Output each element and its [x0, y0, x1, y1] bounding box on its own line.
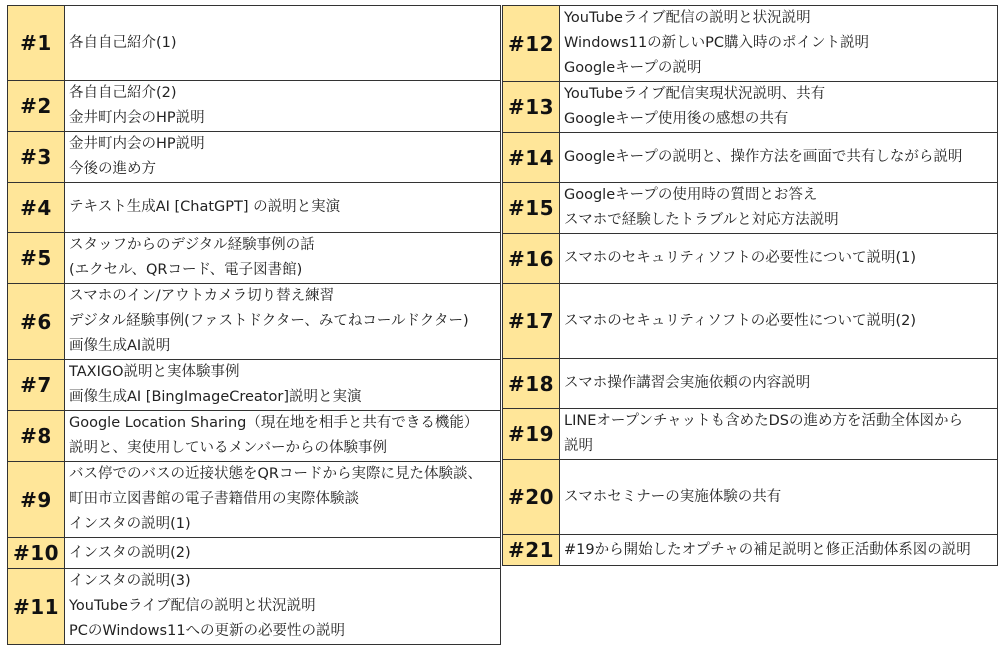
session-description	[560, 535, 998, 566]
description-line: 町田市立図書館の電子書籍借用の実際体験談	[69, 491, 359, 507]
description-line: バス停でのバスの近接状態をQRコードから実際に見た体験談、	[69, 466, 482, 482]
session-row	[8, 569, 501, 645]
session-description	[65, 462, 501, 538]
session-number: #5	[8, 233, 65, 284]
session-row	[8, 233, 501, 284]
description-line: Googleキープの説明と、操作方法を画面で共有しながら説明	[564, 149, 963, 165]
session-description	[560, 460, 998, 535]
description-line: 説明と、実使用しているメンバーからの体験事例	[69, 440, 387, 456]
description-line: Googleキープの使用時の質問とお答え	[564, 187, 818, 203]
session-description	[560, 6, 998, 82]
session-row	[8, 81, 501, 132]
description-line: スマホのセキュリティソフトの必要性について説明(2)	[564, 312, 917, 329]
session-number: #14	[503, 133, 560, 183]
session-row	[503, 359, 998, 409]
session-row	[8, 462, 501, 538]
description-line: インスタの説明(1)	[69, 516, 191, 532]
description-line: スタッフからのデジタル経験事例の話	[69, 237, 315, 253]
session-number: #13	[503, 82, 560, 133]
session-number: #19	[503, 409, 560, 460]
description-line: インスタの説明(3)	[69, 573, 191, 589]
session-number: #10	[8, 538, 65, 569]
left-table-body	[8, 6, 501, 645]
description-line: 各自自己紹介(1)	[69, 34, 177, 51]
session-description	[65, 132, 501, 183]
session-row	[8, 538, 501, 569]
session-row	[503, 234, 998, 284]
session-number: #18	[503, 359, 560, 409]
description-line: 金井町内会のHP説明	[69, 110, 205, 126]
session-description	[560, 133, 998, 183]
session-description	[65, 538, 501, 569]
session-description	[65, 81, 501, 132]
description-line: スマホのイン/アウトカメラ切り替え練習	[69, 288, 335, 304]
session-number: #17	[503, 284, 560, 359]
description-line: 今後の進め方	[69, 161, 156, 177]
description-line: #19から開始したオプチャの補足説明と修正活動体系図の説明	[564, 541, 971, 558]
session-description	[65, 6, 501, 81]
session-description	[560, 409, 998, 460]
description-line: スマホのセキュリティソフトの必要性について説明(1)	[564, 250, 917, 266]
session-row	[8, 284, 501, 360]
session-row	[8, 6, 501, 81]
session-number: #21	[503, 535, 560, 566]
session-description	[65, 411, 501, 462]
session-row	[503, 284, 998, 359]
session-row	[503, 183, 998, 234]
description-line: PCのWindows11への更新の必要性の説明	[69, 623, 346, 639]
session-number: #3	[8, 132, 65, 183]
description-line: デジタル経験事例(ファストドクター、みてねコールドクター)	[69, 313, 469, 329]
right-table-body	[503, 6, 998, 566]
session-description	[65, 183, 501, 233]
description-line: 金井町内会のHP説明	[69, 136, 205, 152]
session-description	[65, 569, 501, 645]
session-row	[503, 133, 998, 183]
description-line: Google Location Sharing（現在地を相手と共有できる機能）	[69, 415, 479, 431]
session-number: #8	[8, 411, 65, 462]
description-line: YouTubeライブ配信実現状況説明、共有	[564, 86, 826, 102]
session-description	[560, 359, 998, 409]
session-description	[560, 183, 998, 234]
description-line: スマホ操作講習会実施依頼の内容説明	[564, 375, 811, 391]
description-line: 画像生成AI説明	[69, 338, 171, 354]
session-number: #6	[8, 284, 65, 360]
session-table-left	[7, 5, 501, 645]
session-description	[65, 284, 501, 360]
description-line: YouTubeライブ配信の説明と状況説明	[564, 10, 811, 26]
description-line: スマホで経験したトラブルと対応方法説明	[564, 212, 839, 228]
description-line: Windows11の新しいPC購入時のポイント説明	[564, 35, 870, 51]
session-number: #11	[8, 569, 65, 645]
session-description	[65, 233, 501, 284]
description-line: TAXIGO説明と実体験事例	[69, 364, 240, 380]
description-line: 画像生成AI [BingImageCreator]説明と実演	[69, 389, 362, 405]
description-line: インスタの説明(2)	[69, 544, 191, 561]
session-table-right	[502, 5, 998, 566]
session-row	[503, 6, 998, 82]
description-line: (エクセル、QRコード、電子図書館)	[69, 262, 303, 278]
description-line: LINEオープンチャットも含めたDSの進め方を活動全体図から	[564, 413, 963, 429]
session-number: #4	[8, 183, 65, 233]
session-row	[503, 409, 998, 460]
description-line: Googleキープの説明	[564, 60, 702, 76]
session-number: #7	[8, 360, 65, 411]
session-row	[503, 82, 998, 133]
description-line: テキスト生成AI [ChatGPT] の説明と実演	[69, 199, 341, 215]
description-line: YouTubeライブ配信の説明と状況説明	[69, 598, 316, 614]
session-number: #15	[503, 183, 560, 234]
session-row	[8, 183, 501, 233]
session-description	[560, 82, 998, 133]
description-line: 各自自己紹介(2)	[69, 85, 177, 101]
session-description	[65, 360, 501, 411]
session-row	[503, 460, 998, 535]
session-number: #16	[503, 234, 560, 284]
session-row	[8, 132, 501, 183]
session-number: #12	[503, 6, 560, 82]
session-row	[8, 360, 501, 411]
description-line: スマホセミナーの実施体験の共有	[564, 488, 782, 505]
session-number: #1	[8, 6, 65, 81]
session-row	[503, 535, 998, 566]
session-number: #9	[8, 462, 65, 538]
session-description	[560, 234, 998, 284]
session-number: #20	[503, 460, 560, 535]
description-line: 説明	[564, 438, 593, 454]
description-line: Googleキープ使用後の感想の共有	[564, 111, 789, 127]
session-description	[560, 284, 998, 359]
session-row	[8, 411, 501, 462]
session-number: #2	[8, 81, 65, 132]
